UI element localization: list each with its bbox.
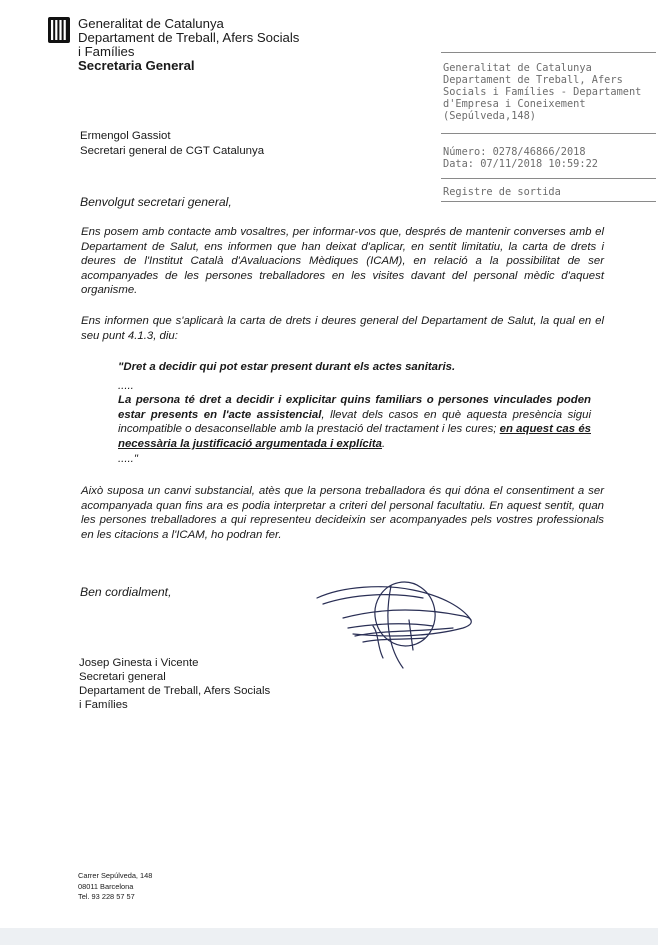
footer-phone: Tel. 93 228 57 57 (78, 892, 135, 901)
quote-body (118, 393, 591, 451)
quote-bold-text: La persona té dret a decidir i explicitar quins familiars o persones vinculades poden estar presents en l'acte assistencial (118, 394, 591, 421)
closing: Ben cordialment, (80, 585, 172, 599)
stamp-number: Número: 0278/46866/2018 (443, 146, 586, 158)
stamp-rule (441, 52, 656, 53)
signer-department: Departament de Treball, Afers Socials (79, 685, 271, 697)
stamp-date: Data: 07/11/2018 10:59:22 (443, 158, 598, 170)
footer-address (78, 871, 152, 903)
stamp-org-line: d'Empresa i Coneixement (443, 98, 586, 110)
signer-role: Secretari general (79, 671, 166, 683)
quote-underlined-text: en aquest cas és necessària la justificació argumentada i explícita (118, 423, 591, 450)
greeting: Benvolgut secretari general, (80, 195, 232, 209)
quote-normal-text: , llevat dels casos en què aquesta presència sigui incompatible o desaconsellable amb la prestació del tractament i les cures; (118, 408, 591, 436)
paragraph-2: Ens informen que s'aplicarà la carta de drets i deures general del Departament de Salut, la qual en el seu punt 4.1.3, diu: (81, 315, 604, 342)
generalitat-logo-icon (48, 17, 70, 43)
letterhead (78, 17, 299, 73)
stamp-org-line: (Sepúlveda,148) (443, 110, 536, 122)
stamp-rule (441, 178, 656, 179)
recipient-name: Ermengol Gassiot (80, 130, 171, 142)
stamp-rule (441, 133, 656, 134)
signer-name: Josep Ginesta i Vicente (79, 657, 199, 669)
stamp-registry-type: Registre de sortida (443, 186, 561, 198)
stamp-org-line: Socials i Famílies - Departament (443, 86, 642, 98)
org-name: Generalitat de Catalunya (78, 16, 224, 31)
stamp-org-line: Departament de Treball, Afers (443, 74, 623, 86)
department-name-cont: i Famílies (78, 44, 135, 59)
paragraph-3: Això suposa un canvi substancial, atès que la persona treballadora és qui dóna el consentiment a ser acompanyada quan fins ara es podia interpretar a criteri del personal facultatiu. En aquest sentit, quan les persones treballadores a qui representeu decideixin ser acompanyades pels vostres professionals en les citacions a l'ICAM, ho podran fer. (81, 485, 604, 541)
secretaria-general: Secretaria General (78, 58, 195, 73)
registry-stamp (441, 52, 656, 202)
signer-block (79, 656, 270, 712)
scan-edge (0, 928, 658, 945)
quote-end: . (382, 437, 386, 450)
recipient-block (80, 129, 264, 158)
paragraph-1: Ens posem amb contacte amb vosaltres, per informar-vos que, després de mantenir converses amb el Departament de Salut, ens informen que han deixat d'aplicar, en sentit limitatiu, la carta de drets i deures de l'Institut Català d'Avaluacions Mèdiques (ICAM), en relació a la possibilitat de ser acompanyades de les persones treballadores en les visites davant del personal mèdic d'aquest organisme. (81, 226, 604, 297)
quote-title: "Dret a decidir qui pot estar present durant els actes sanitaris. (118, 361, 456, 373)
footer-city: 08011 Barcelona (78, 881, 134, 891)
department-name: Departament de Treball, Afers Socials (78, 30, 300, 45)
handwritten-signature (313, 576, 478, 676)
footer-street: Carrer Sepúlveda, 148 (78, 871, 153, 880)
recipient-title: Secretari general de CGT Catalunya (80, 144, 265, 157)
quote-ellipsis-end: ....." (118, 453, 138, 465)
quote-ellipsis: ..... (118, 380, 134, 392)
signer-department-cont: i Famílies (79, 699, 128, 711)
stamp-org-line: Generalitat de Catalunya (443, 62, 592, 74)
stamp-rule (441, 201, 656, 202)
